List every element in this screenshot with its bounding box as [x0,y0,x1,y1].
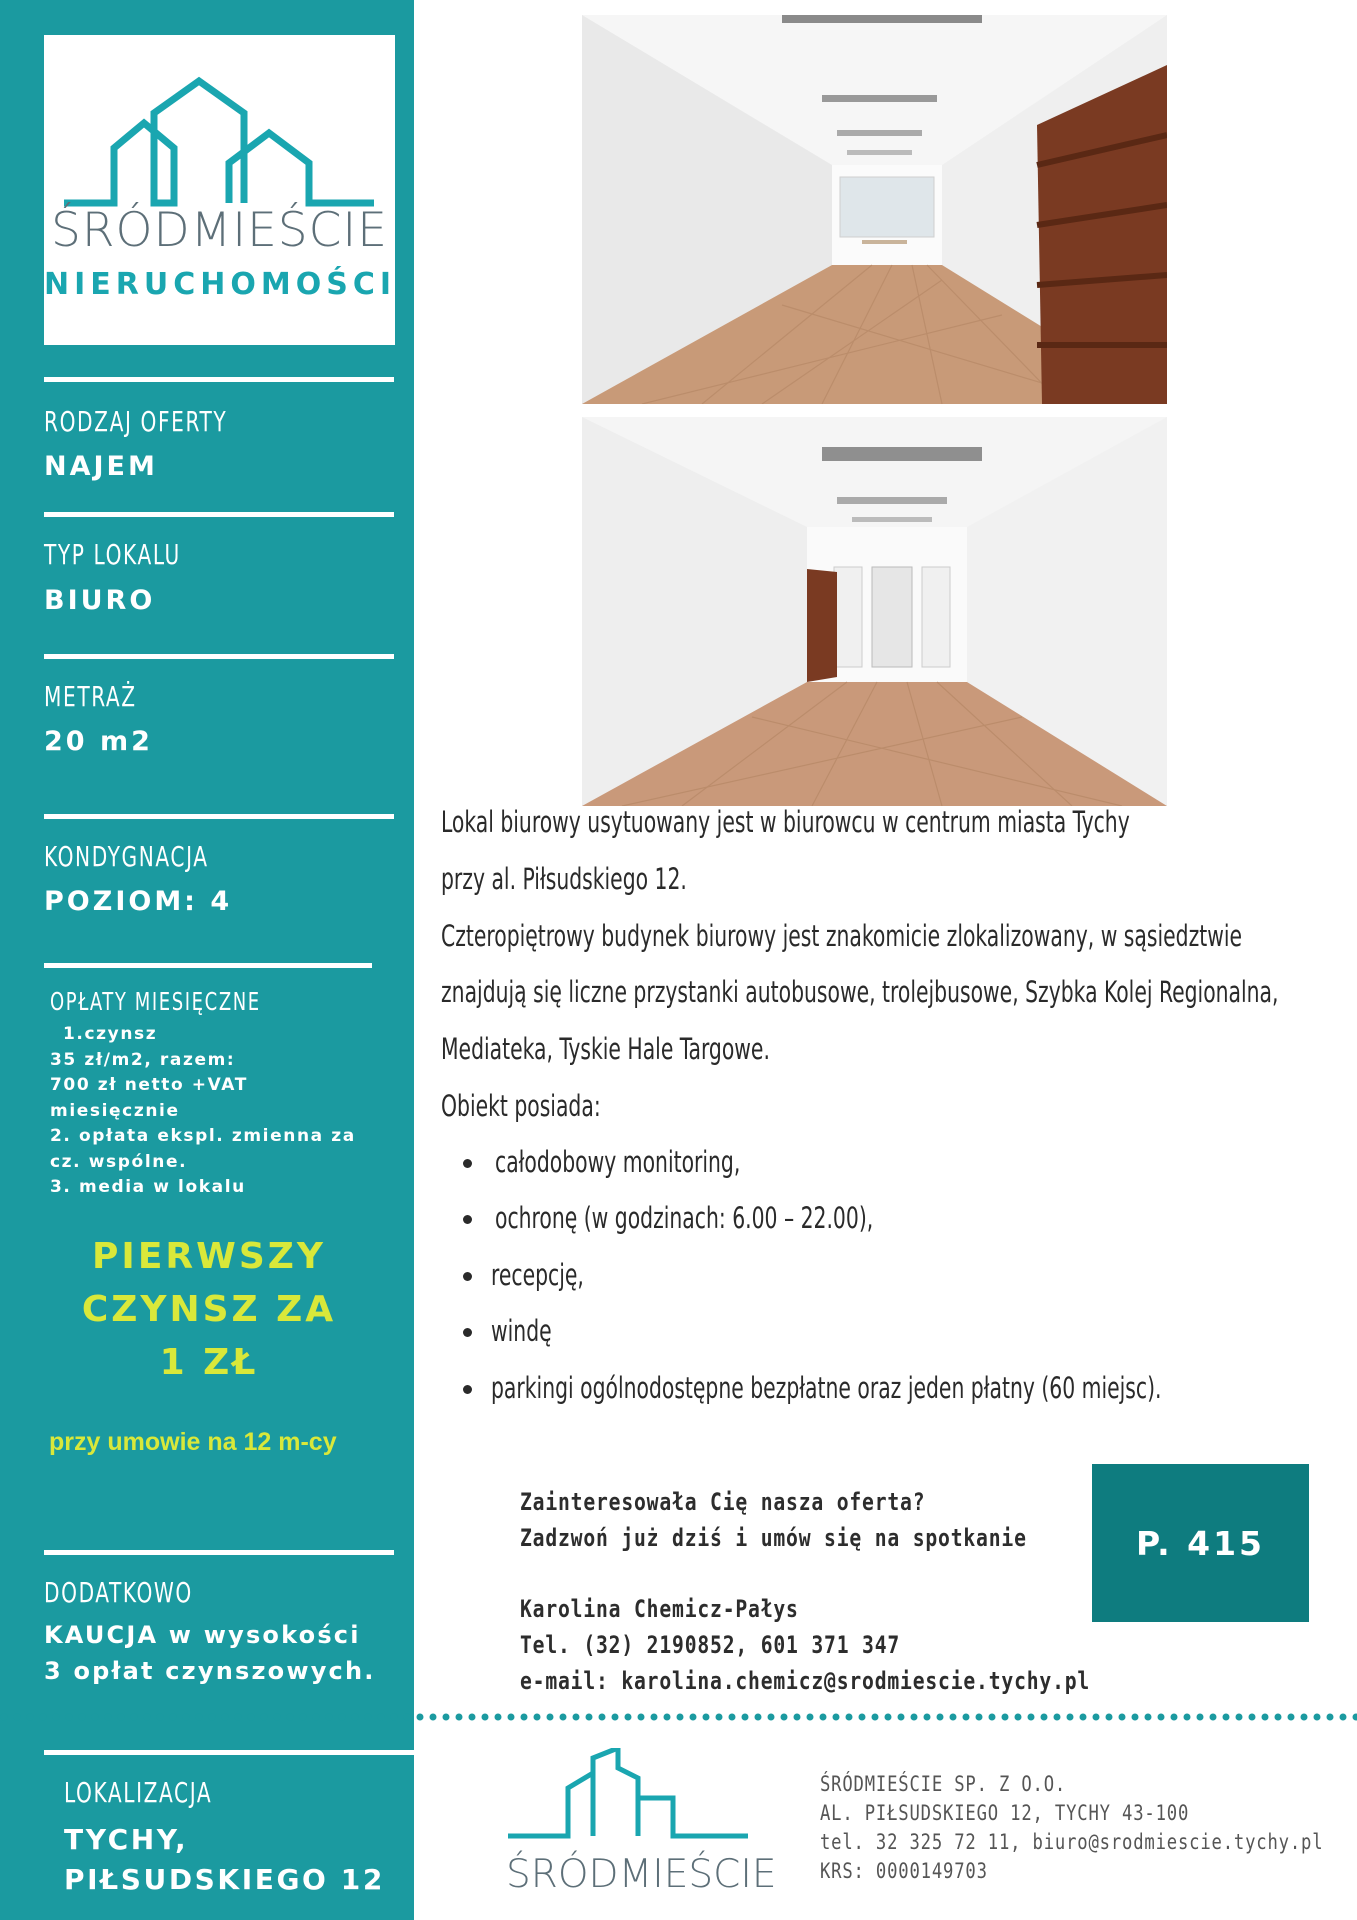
bullet-icon [463,1328,472,1337]
logo-wordmark: ŚRÓDMIEŚCIE [51,203,388,258]
extra-label: DODATKOWO [44,1576,193,1609]
contact-phone[interactable]: Tel. (32) 2190852, 601 371 347 [520,1631,901,1659]
offer-type-label: RODZAJ OFERTY [44,405,228,438]
contact-line: Zadzwoń już dziś i umów się na spotkanie [520,1524,1027,1552]
reference-badge [1092,1464,1309,1622]
sidebar [0,0,414,1920]
fees-line: 35 zł/m2, razem: [50,1049,236,1070]
fees-line: miesięcznie [50,1100,180,1121]
description-line: Lokal biurowy usytuowany jest w biurowcu w centrum miasta Tychy [441,805,1130,839]
houses-logo-icon [54,53,385,213]
promo-note: przy umowie na 12 m-cy [49,1428,337,1456]
divider [44,814,394,819]
promo-headline [44,1230,374,1389]
bullet-icon [463,1385,472,1394]
extra-line: 3 opłat czynszowych. [44,1657,376,1685]
fees-line: 3. media w lokalu [50,1177,246,1197]
divider [44,512,394,517]
contact-email[interactable]: e-mail: karolina.chemicz@srodmiescie.tychy.pl [520,1667,1091,1695]
office-photo-1 [582,15,1167,404]
area-label: METRAŻ [44,680,137,713]
fees-line: 1.czynsz [63,1024,158,1044]
description-line: Mediateka, Tyskie Hale Targowe. [441,1032,770,1066]
footer-address: AL. PIŁSUDSKIEGO 12, TYCHY 43-100 [820,1801,1190,1825]
unit-type-label: TYP LOKALU [44,538,181,571]
building-skyline-icon [498,1748,758,1848]
floor-value: POZIOM: 4 [44,886,233,917]
extra-line: KAUCJA w wysokości [44,1621,361,1649]
floor-label: KONDYGNACJA [44,840,209,873]
area-value: 20 m2 [44,726,153,757]
divider [44,654,394,659]
extra-details [44,1617,376,1689]
fees-label: OPŁATY MIESIĘCZNE [50,987,261,1016]
divider [44,1750,414,1755]
dotted-separator [0,1712,1357,1722]
bullet-icon [463,1272,472,1281]
fees-line: cz. wspólne. [50,1151,188,1172]
location-details [64,1820,385,1900]
bullet-icon [463,1215,472,1224]
location-line: PIŁSUDSKIEGO 12 [64,1863,385,1896]
contact-line: Zainteresowała Cię nasza oferta? [520,1488,926,1516]
description-line: przy al. Piłsudskiego 12. [441,862,687,896]
promo-line: PIERWSZY [92,1236,326,1277]
unit-type-value: BIURO [44,585,156,616]
description-line: Obiekt posiada: [441,1089,601,1123]
logo-subword: NIERUCHOMOŚCI [44,267,396,302]
footer-contact[interactable]: tel. 32 325 72 11, biuro@srodmiescie.tychy.pl [820,1830,1324,1854]
divider [44,1550,394,1555]
divider [44,377,394,382]
description-line: znajdują się liczne przystanki autobusowe, trolejbusowe, Szybka Kolej Regionalna, [441,975,1279,1009]
location-label: LOKALIZACJA [64,1776,213,1809]
office-photo-2 [582,417,1167,806]
promo-line: 1 ZŁ [159,1342,259,1383]
description-line: Czteropiętrowy budynek biurowy jest znakomicie zlokalizowany, w sąsiedztwie [441,919,1243,953]
footer-company: ŚRÓDMIEŚCIE SP. Z O.O. [820,1772,1067,1796]
fees-line: 2. opłata ekspl. zmienna za [50,1126,356,1146]
fees-details [50,1022,390,1201]
fees-line: 700 zł netto +VAT [50,1075,248,1095]
location-line: TYCHY, [64,1823,189,1856]
bullet-icon [463,1159,472,1168]
footer-krs: KRS: 0000149703 [820,1859,988,1883]
footer-wordmark: ŚRÓDMIEŚCIE [506,1852,777,1897]
contact-name: Karolina Chemicz-Pałys [520,1595,799,1623]
reference-number: P. 415 [1135,1524,1266,1563]
company-logo [44,35,395,345]
footer-logo [498,1748,777,1897]
promo-line: CZYNSZ ZA [81,1289,337,1330]
divider [44,963,372,968]
offer-type-value: NAJEM [44,451,158,482]
